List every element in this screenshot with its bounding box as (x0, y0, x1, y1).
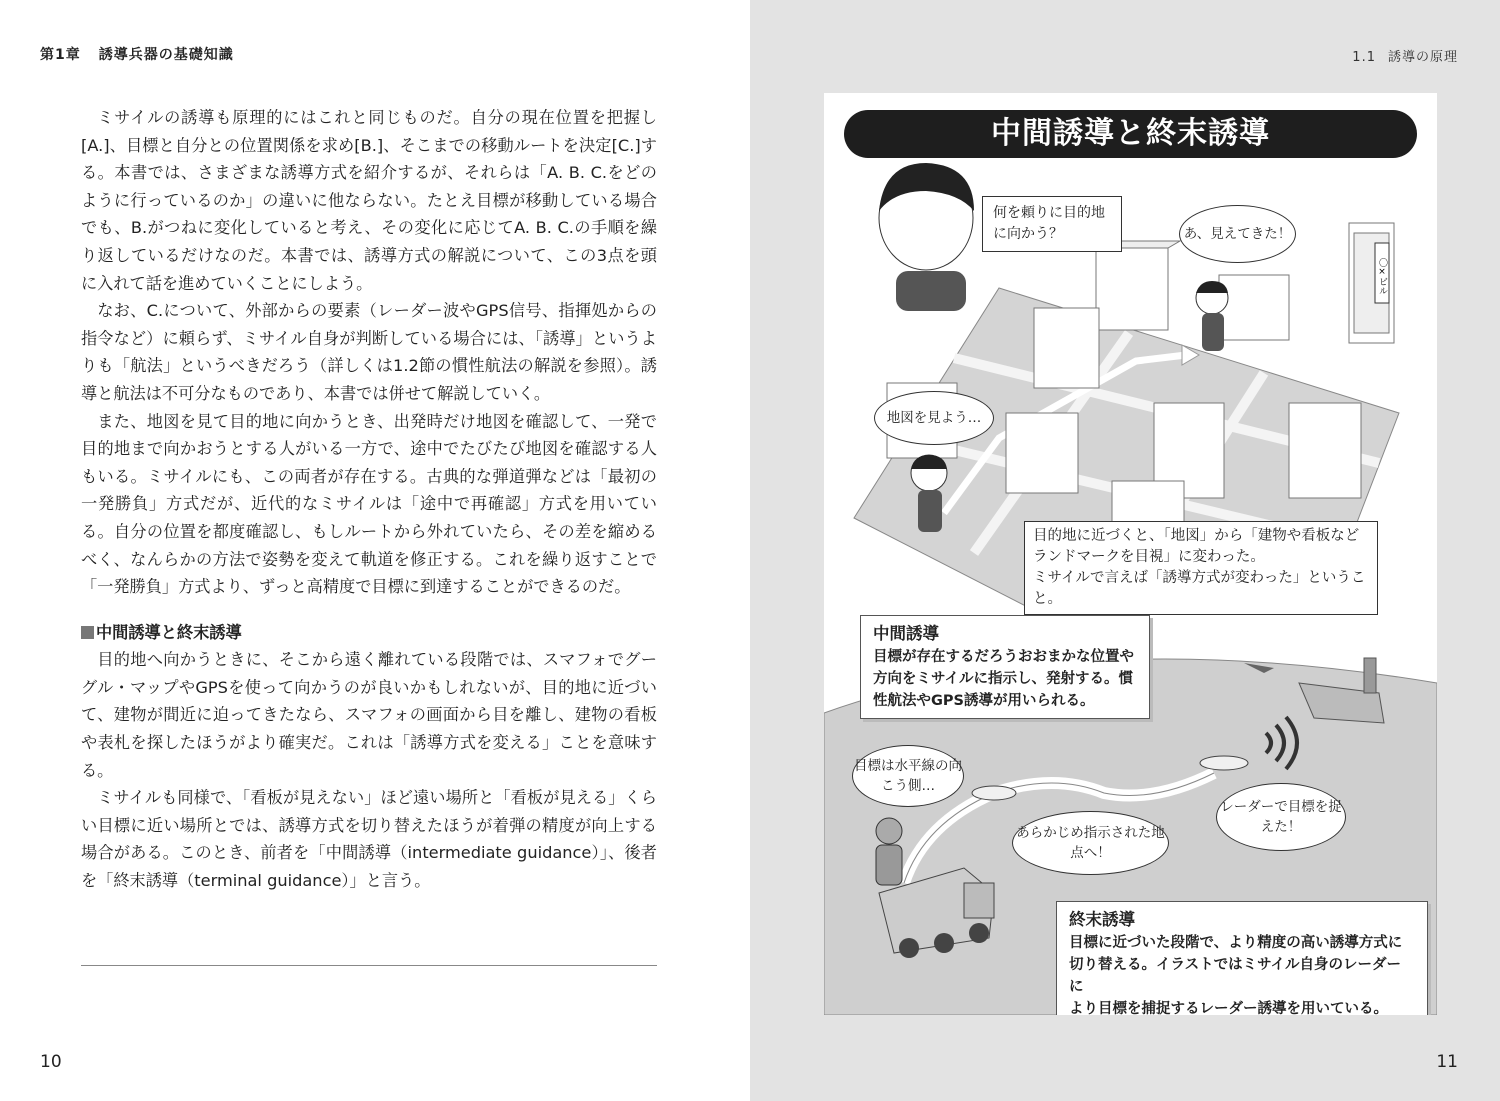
page-number-right: 11 (1436, 1052, 1458, 1072)
running-header-right (1340, 46, 1458, 65)
caption-line: ランドマークを目視」に変わった。 (1033, 549, 1265, 565)
terminal-guidance-line: 目標に近づいた段階で、より精度の高い誘導方式に (1069, 935, 1403, 951)
paragraph: 目的地へ向かうときに、そこから遠く離れている段階では、スマフォでグーグル・マップやGPSを使って向かうのが良いかもしれないが、目的地に近づいて、建物が間近に迫ってきたなら、スマフォの画面から目を離し、建物の看板や表札を探したほうがより確実だ。これは「誘導方式を変える」ことを意味する。 (81, 650, 657, 780)
terminal-guidance-line: より目標を捕捉するレーダー誘導を用いている。 (1069, 1001, 1388, 1015)
chapter-number: 第1章 (40, 47, 81, 63)
mid-guidance-line: 方向をミサイルに指示し、発射する。慣 (873, 671, 1133, 687)
landmark-caption (1024, 521, 1378, 615)
chapter-title: 誘導兵器の基礎知識 (98, 47, 234, 63)
bottom-rule (81, 965, 657, 966)
section-heading (81, 619, 657, 647)
paragraph: ミサイルの誘導も原理的にはこれと同じものだ。自分の現在位置を把握し[A.]、目標と自分との位置関係を求め[B.]、そこまでの移動ルートを決定[C.]する。本書では、さまざまな誘導方式を紹介するが、それらは「A. B. C.をどのように行っているのか」の違いに他ならない。たとえ目標が移動している場合でも、B.がつねに変化していると考え、その変化に応じてA. B. C.の手順を繰り返しているだけなのだ。本書では、誘導方式の解説について、この3点を頭に入れて話を進めていくことにしよう。 (81, 108, 657, 293)
square-bullet-icon (81, 626, 94, 639)
warship-tower (1364, 658, 1376, 693)
speech-bubble-radar-caught: レーダーで目標を捉えた！ (1216, 783, 1346, 851)
section-number: 1.1 (1352, 50, 1376, 65)
figure-title: 中間誘導と終末誘導 (844, 110, 1417, 158)
speech-bubble-target-horizon: 目標は水平線の向こう側… (852, 745, 964, 807)
building-sign-text: 〇×ビル (1377, 258, 1387, 295)
mid-guidance-line: 目標が存在するだろうおおまかな位置や (873, 649, 1134, 665)
caption-line: ミサイルで言えば「誘導方式が変わった」ということ。 (1033, 570, 1366, 607)
running-header-left (40, 44, 252, 64)
body-text (81, 104, 657, 895)
man-thinking (879, 163, 974, 311)
speech-bubble-ah-visible: あ、見えてきた！ (1179, 205, 1296, 263)
caption-line: 目的地に近づくと、「地図」から「建物や看板など (1033, 528, 1360, 544)
speech-bubble-what-to-rely: 何を頼りに目的地に向かう？ (982, 196, 1122, 252)
paragraph: また、地図を見て目的地に向かうとき、出発時だけ地図を確認して、一発で目的地まで向かおうとする人がいる一方で、途中でたびたび地図を確認する人もいる。ミサイルにも、この両者が存在する。古典的な弾道弾などは「最初の一発勝負」方式だが、近代的なミサイルは「途中で再確認」方式を用いている。自分の位置を都度確認し、もしルートから外れていたら、その差を縮めるべく、なんらかの方法で姿勢を変えて軌道を修正する。これを繰り返すことで「一発勝負」方式より、ずっと高精度で目標に到達することができるのだ。 (81, 411, 657, 597)
speech-bubble-preset-point: あらかじめ指示された地点へ！ (1012, 811, 1169, 875)
section-heading-text: 中間誘導と終末誘導 (96, 622, 242, 642)
terminal-guidance-line: 切り替える。イラストではミサイル自身のレーダーに (1069, 957, 1402, 995)
mid-guidance-title: 中間誘導 (873, 624, 939, 643)
paragraph: ミサイルも同様で、「看板が見えない」ほど遠い場所と「看板が見える」くらい目標に近い場所とでは、誘導方式を切り替えたほうが着弾の精度が向上する場合がある。このとき、前者を「中間誘導（intermediate guidance）」、後者を「終末誘導（terminal guidance）」と言う。 (81, 788, 657, 891)
page-number-left: 10 (40, 1052, 62, 1072)
speech-bubble-look-map: 地図を見よう… (874, 391, 994, 445)
mid-guidance-line: 性航法やGPS誘導が用いられる。 (873, 693, 1095, 709)
paragraph: なお、C.について、外部からの要素（レーダー波やGPS信号、指揮処からの指令など）に頼らず、ミサイル自身が判断している場合には、「誘導」というよりも「航法」というべきだろう（詳しくは1.2節の慣性航法の解説を参照）。誘導と航法は不可分なものであり、本書では併せて解説していく。 (81, 301, 657, 403)
mid-guidance-box (860, 615, 1150, 719)
terminal-guidance-title: 終末誘導 (1069, 910, 1135, 929)
section-title: 誘導の原理 (1387, 50, 1458, 65)
illustration-figure (824, 93, 1437, 1015)
soldier (876, 818, 902, 885)
terminal-guidance-box (1056, 901, 1428, 1015)
